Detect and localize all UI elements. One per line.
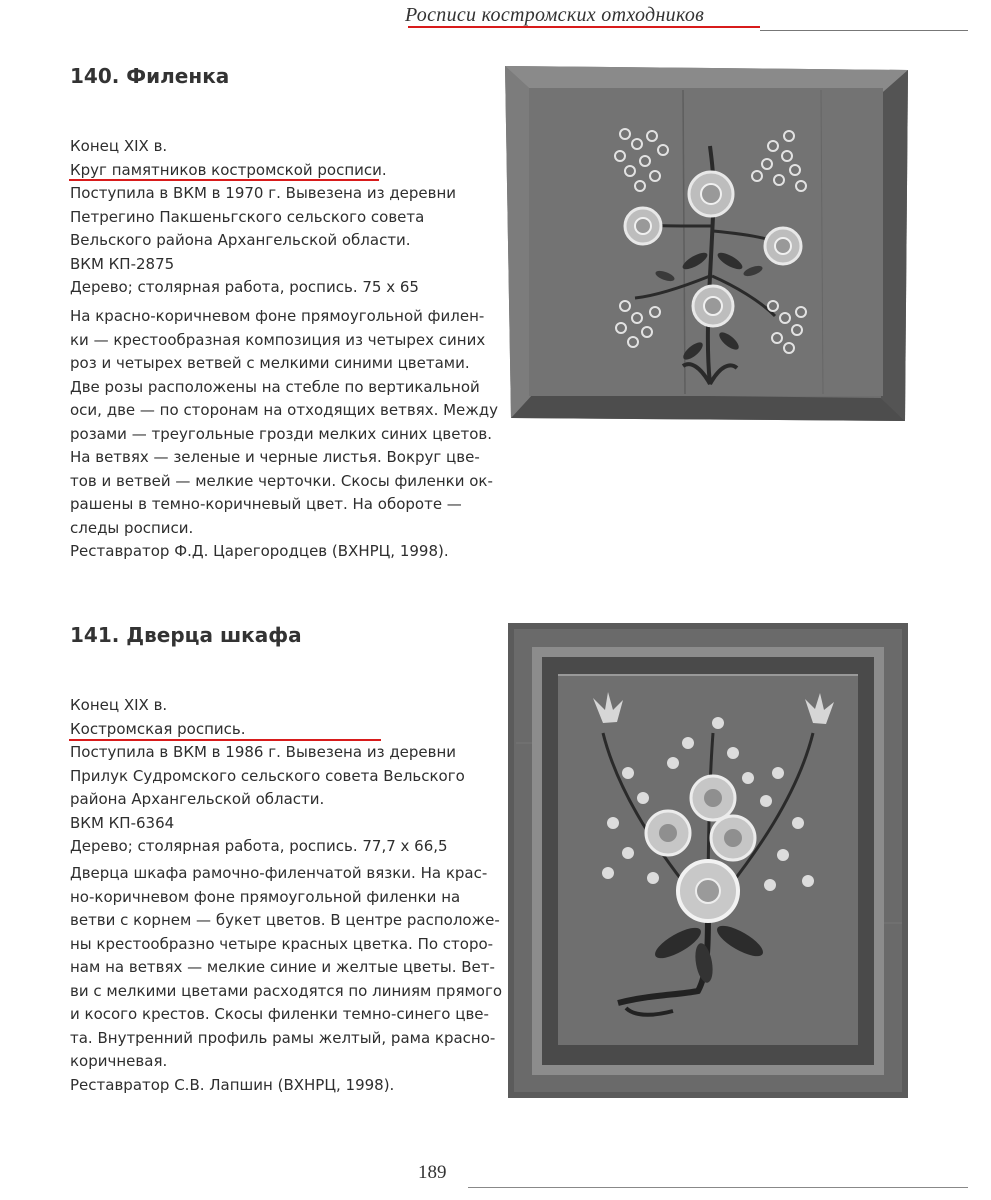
running-header-underline [408, 26, 760, 28]
description-line: ви с мелкими цветами расходятся по линиям прямого [70, 981, 503, 1000]
description-line: та. Внутренний профиль рамы желтый, рама красно- [70, 1028, 496, 1047]
description-line: ветви с корнем — букет цветов. В центре расположе- [70, 911, 500, 929]
description-line: следы росписи. [70, 518, 194, 537]
header-rule [760, 30, 968, 31]
meta-provenance: Поступила в ВКМ в 1970 г. Вывезена из деревни [70, 184, 457, 202]
meta-provenance: Поступила в ВКМ в 1986 г. Вывезена из деревни [70, 743, 457, 761]
meta-inventory-number: ВКМ КП-6364 [70, 813, 175, 832]
entry-title-140: 140. Филенка [70, 64, 230, 88]
meta-inventory-number: ВКМ КП-2875 [70, 254, 175, 273]
description-line: На ветвях — зеленые и черные листья. Вокруг цве- [70, 448, 480, 466]
entry-description-140 [70, 305, 499, 564]
meta-attribution: Круг памятников костромской росписи. [70, 160, 387, 179]
panel-photo-140 [505, 66, 908, 423]
description-line: розами — треугольные грозди мелких синих цветов. [70, 424, 492, 443]
attribution-underline [69, 739, 381, 741]
meta-provenance: Вельского района Архангельской области. [70, 231, 411, 249]
description-line: ны крестообразно четыре красных цветка. По сторо- [70, 934, 494, 953]
description-line: Две розы расположены на стебле по вертикальной [70, 377, 480, 396]
meta-provenance: Петрегино Пакшеньгского сельского совета [70, 207, 425, 226]
description-line: роз и четырех ветвей с мелкими синими цветами. [70, 354, 470, 372]
meta-material: Дерево; столярная работа, роспись. 75 х 65 [70, 278, 419, 296]
meta-date: Конец XIX в. [70, 137, 168, 155]
description-line: На красно-коричневом фоне прямоугольной филен- [70, 307, 485, 325]
running-header: Росписи костромских отходников [405, 4, 705, 26]
meta-attribution: Костромская роспись. [70, 719, 246, 738]
description-line: оси, две — по сторонам на отходящих ветвях. Между [70, 401, 499, 419]
entry-meta-141 [70, 694, 480, 859]
cupboard-door-photo-141 [508, 623, 908, 1098]
entry-meta-140 [70, 135, 480, 300]
description-line: но-коричневом фоне прямоугольной филенки на [70, 887, 461, 906]
restorer-credit: Реставратор Ф.Д. Царегородцев (ВХНРЦ, 1998). [70, 542, 449, 560]
description-line: рашены в темно-коричневый цвет. На обороте — [70, 495, 462, 513]
description-line: коричневая. [70, 1052, 168, 1070]
description-line: тов и ветвей — мелкие черточки. Скосы филенки ок- [70, 471, 493, 490]
meta-material: Дерево; столярная работа, роспись. 77,7 х 66,5 [70, 837, 448, 855]
meta-date: Конец XIX в. [70, 696, 168, 714]
footer-rule [468, 1187, 968, 1188]
description-line: ки — крестообразная композиция из четырех синих [70, 330, 486, 349]
entry-title-141: 141. Дверца шкафа [70, 623, 302, 647]
description-line: Дверца шкафа рамочно-филенчатой вязки. На крас- [70, 864, 488, 882]
restorer-credit: Реставратор С.В. Лапшин (ВХНРЦ, 1998). [70, 1075, 395, 1094]
meta-provenance: Прилук Судромского сельского совета Вельского [70, 766, 465, 785]
entry-description-141 [70, 862, 503, 1097]
meta-provenance: района Архангельской области. [70, 790, 325, 808]
page-number: 189 [418, 1162, 447, 1183]
description-line: нам на ветвях — мелкие синие и желтые цветы. Вет- [70, 958, 495, 976]
attribution-underline [69, 179, 379, 181]
description-line: и косого крестов. Скосы филенки темно-синего цве- [70, 1005, 489, 1023]
